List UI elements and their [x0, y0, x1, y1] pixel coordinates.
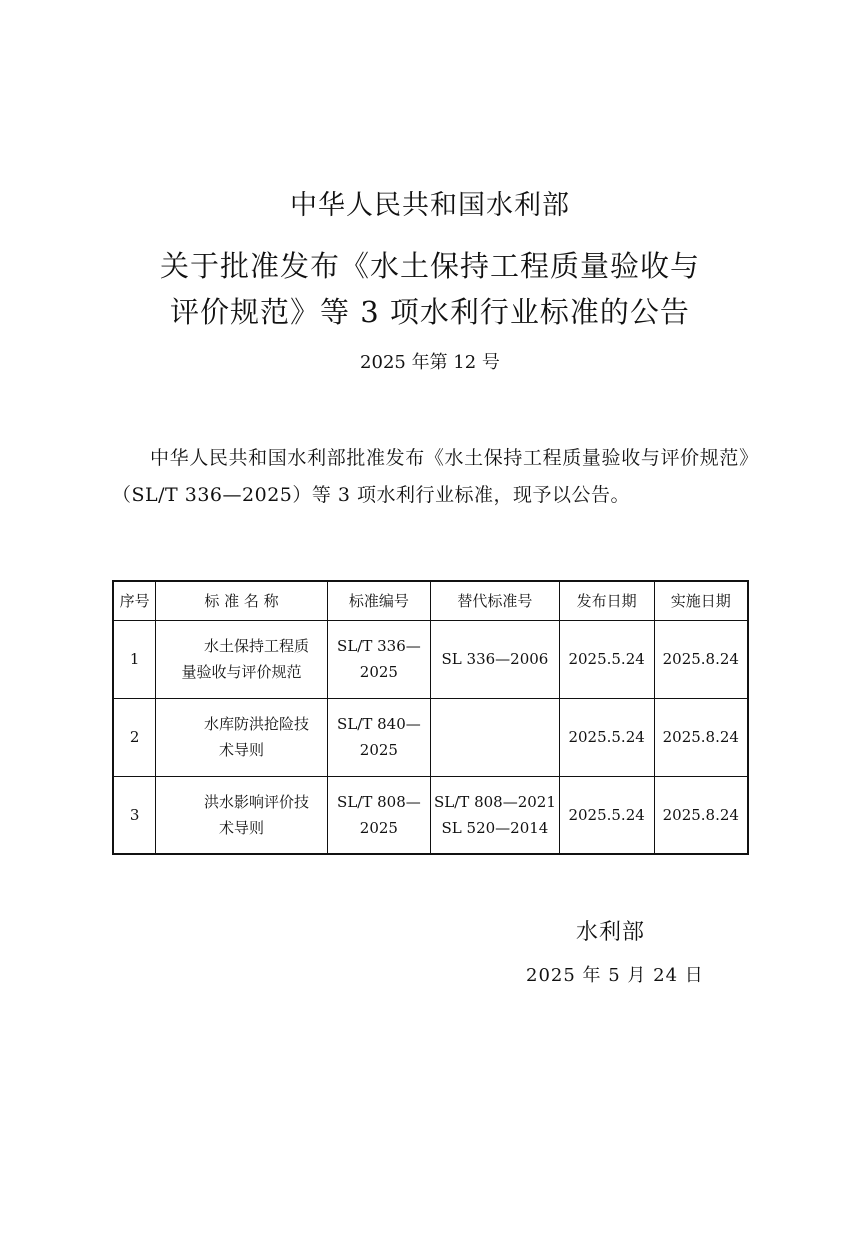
standards-table [112, 580, 749, 855]
replaced-standard-line-1: SL/T 808—2021 [434, 792, 556, 811]
standard-name-line-1: 洪水影响评价技 [203, 792, 309, 811]
standard-code-line-2: 2025 [359, 818, 398, 837]
standard-code-line-2: 2025 [359, 663, 398, 681]
standard-name [156, 620, 327, 698]
table-row [113, 776, 748, 854]
table-row [113, 620, 748, 698]
replaced-standard [431, 620, 559, 698]
release-date: 2025.5.24 [559, 698, 654, 776]
replaced-standard [431, 698, 559, 776]
standard-name-line-2: 术导则 [218, 741, 264, 759]
standard-code [327, 698, 431, 776]
header-no: 序号 [113, 581, 156, 620]
replaced-standard-line-2: SL 520—2014 [441, 818, 549, 837]
effective-date: 2025.8.24 [654, 620, 748, 698]
table-row [113, 698, 748, 776]
announcement-title [0, 243, 860, 335]
header-effective-date: 实施日期 [654, 581, 748, 620]
standard-code-line-1: SL/T 336— [337, 637, 421, 655]
standard-name [156, 776, 327, 854]
standard-name-line-1: 水土保持工程质 [203, 637, 309, 655]
signature-organization: 水利部 [576, 920, 646, 945]
release-date: 2025.5.24 [559, 620, 654, 698]
announcement-body: 中华人民共和国水利部批准发布《水土保持工程质量验收与评价规范》（SL/T 336—2025）等 3 项水利行业标准，现予以公告。 [112, 447, 749, 506]
row-no: 3 [113, 776, 156, 854]
replaced-standard-line-1: SL 336—2006 [441, 650, 549, 668]
standard-name-line-1: 水库防洪抢险技 [203, 715, 309, 733]
standard-code-line-1: SL/T 840— [337, 715, 421, 733]
standard-name-line-2: 术导则 [218, 818, 264, 837]
effective-date: 2025.8.24 [654, 776, 748, 854]
standard-code [327, 776, 431, 854]
standard-name [156, 698, 327, 776]
row-no: 2 [113, 698, 156, 776]
title-line-2: 评价规范》等 3 项水利行业标准的公告 [170, 295, 690, 329]
header-release-date: 发布日期 [559, 581, 654, 620]
replaced-standard [431, 776, 559, 854]
effective-date: 2025.8.24 [654, 698, 748, 776]
standard-code [327, 620, 431, 698]
standard-code-line-1: SL/T 808— [337, 792, 421, 811]
row-no: 1 [113, 620, 156, 698]
standard-code-line-2: 2025 [359, 741, 398, 759]
issue-number: 2025 年第 12 号 [360, 352, 500, 373]
header-code: 标准编号 [327, 581, 431, 620]
header-name: 标 准 名 称 [156, 581, 327, 620]
title-line-1: 关于批准发布《水土保持工程质量验收与 [159, 249, 700, 283]
release-date: 2025.5.24 [559, 776, 654, 854]
signature-date: 2025 年 5 月 24 日 [526, 965, 704, 986]
header-replace: 替代标准号 [431, 581, 559, 620]
ministry-name: 中华人民共和国水利部 [290, 190, 570, 221]
table-header-row [113, 581, 748, 620]
standard-name-line-2: 量验收与评价规范 [181, 663, 302, 681]
